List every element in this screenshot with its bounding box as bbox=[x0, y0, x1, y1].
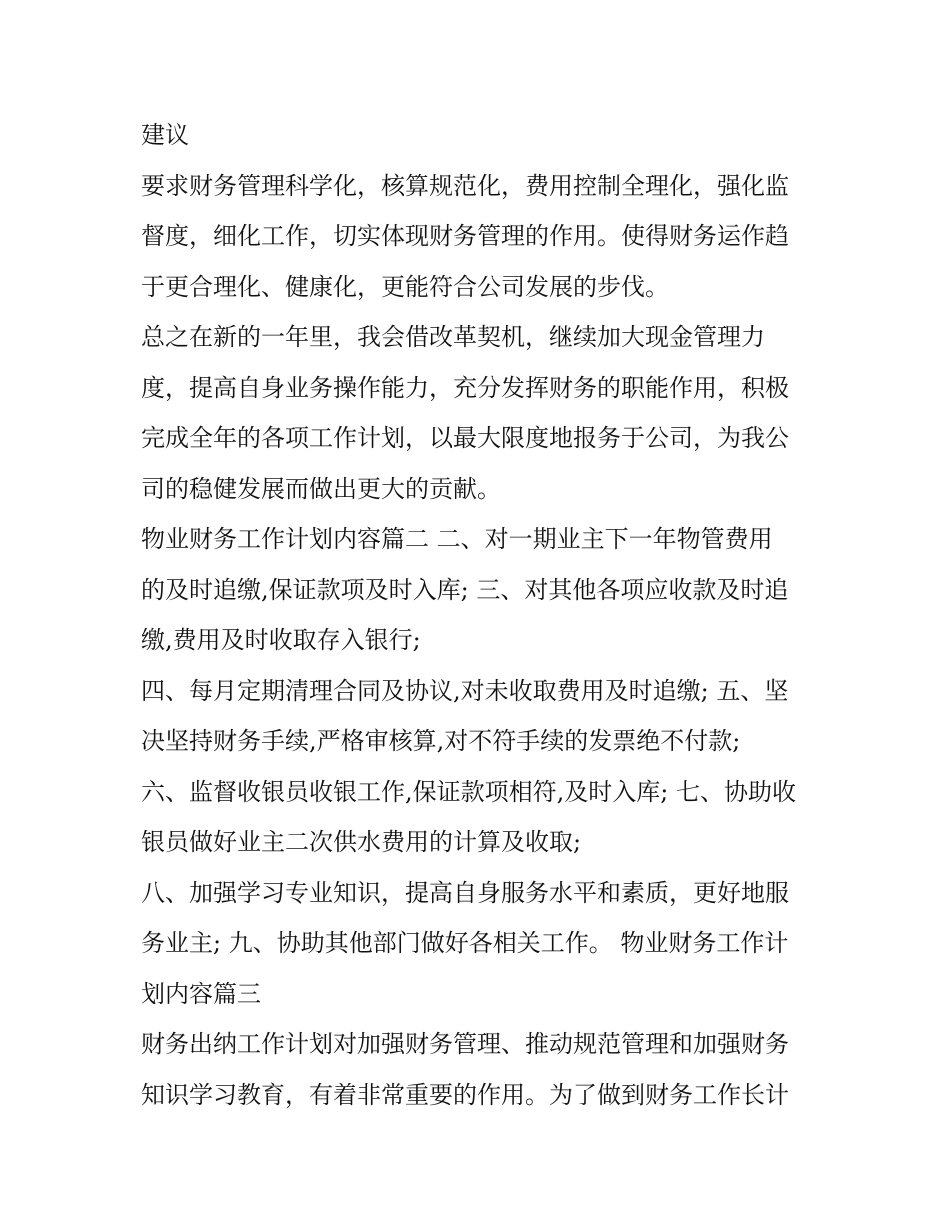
document-body bbox=[141, 110, 821, 1120]
text-line: 银员做好业主二次供水费用的计算及收取; bbox=[141, 828, 582, 856]
text-line: 八、加强学习专业知识，提高自身服务水平和素质，更好地服 bbox=[141, 878, 789, 907]
text-line: 要求财务管理科学化，核算规范化，费用控制全理化，强化监 bbox=[141, 171, 789, 200]
text-line: 建议 bbox=[141, 121, 189, 149]
text-line: 六、监督收银员收银工作,保证款项相符,及时入库; 七、协助收 bbox=[141, 777, 796, 806]
text-line: 于更合理化、健康化，更能符合公司发展的步伐。 bbox=[141, 272, 669, 301]
text-line: 四、每月定期清理合同及协议,对未收取费用及时追缴; 五、坚 bbox=[141, 676, 789, 705]
text-line: 物业财务工作计划内容篇二 二、对一期业主下一年物管费用 bbox=[141, 525, 773, 553]
text-line: 缴,费用及时收取存入银行; bbox=[141, 626, 421, 654]
text-line: 决坚持财务手续,严格审核算,对不符手续的发票绝不付款; bbox=[141, 727, 741, 755]
text-line: 督度，细化工作，切实体现财务管理的作用。使得财务运作趋 bbox=[141, 222, 789, 250]
text-line: 的及时追缴,保证款项及时入库; 三、对其他各项应收款及时追 bbox=[141, 575, 789, 604]
text-line: 知识学习教育，有着非常重要的作用。为了做到财务工作长计 bbox=[141, 1080, 789, 1109]
text-line: 划内容篇三 bbox=[141, 979, 261, 1008]
text-line: 度，提高自身业务操作能力，充分发挥财务的职能作用，积极 bbox=[141, 373, 789, 402]
text-line: 总之在新的一年里，我会借改革契机，继续加大现金管理力 bbox=[141, 323, 765, 351]
text-line: 司的稳健发展而做出更大的贡献。 bbox=[141, 474, 501, 503]
text-line: 务业主; 九、协助其他部门做好各相关工作。 物业财务工作计 bbox=[141, 929, 789, 957]
text-line: 完成全年的各项工作计划，以最大限度地报务于公司，为我公 bbox=[141, 424, 789, 452]
text-line: 财务出纳工作计划对加强财务管理、推动规范管理和加强财务 bbox=[141, 1030, 789, 1058]
